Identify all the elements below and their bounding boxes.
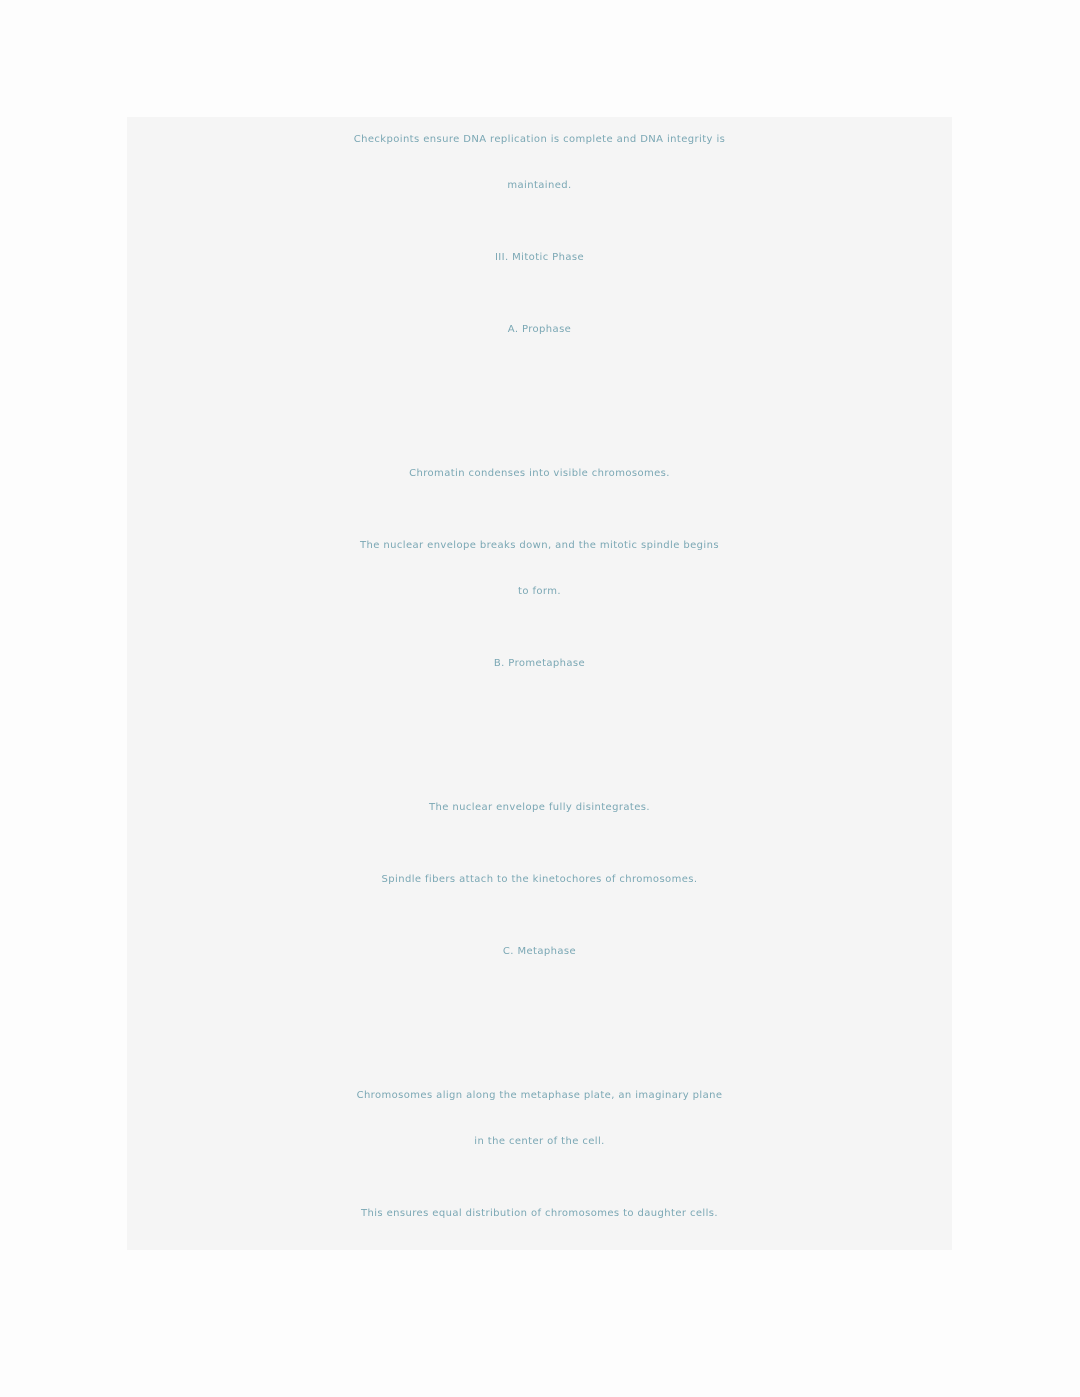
prometaphase-spindle-text: Spindle fibers attach to the kinetochores of chromosomes.	[381, 874, 698, 885]
prophase-envelope-text-line1: The nuclear envelope breaks down, and the mitotic spindle begins	[360, 540, 719, 551]
metaphase-align-text-line2: in the center of the cell.	[474, 1136, 605, 1147]
metaphase-distribution-text: This ensures equal distribution of chromosomes to daughter cells.	[361, 1208, 718, 1219]
prophase-envelope-text-line2: to form.	[518, 586, 561, 597]
prophase-heading: A. Prophase	[507, 324, 572, 335]
metaphase-heading: C. Metaphase	[502, 946, 577, 957]
prophase-chromatin-text: Chromatin condenses into visible chromosomes.	[409, 468, 670, 479]
prometaphase-heading: B. Prometaphase	[493, 658, 586, 669]
checkpoints-text-line2: maintained.	[507, 180, 572, 191]
mitotic-phase-heading: III. Mitotic Phase	[494, 252, 585, 263]
notes-panel	[127, 117, 952, 1250]
metaphase-align-text-line1: Chromosomes align along the metaphase plate, an imaginary plane	[356, 1090, 723, 1101]
prometaphase-envelope-text: The nuclear envelope fully disintegrates.	[429, 802, 650, 813]
checkpoints-text-line1: Checkpoints ensure DNA replication is complete and DNA integrity is	[353, 134, 726, 145]
